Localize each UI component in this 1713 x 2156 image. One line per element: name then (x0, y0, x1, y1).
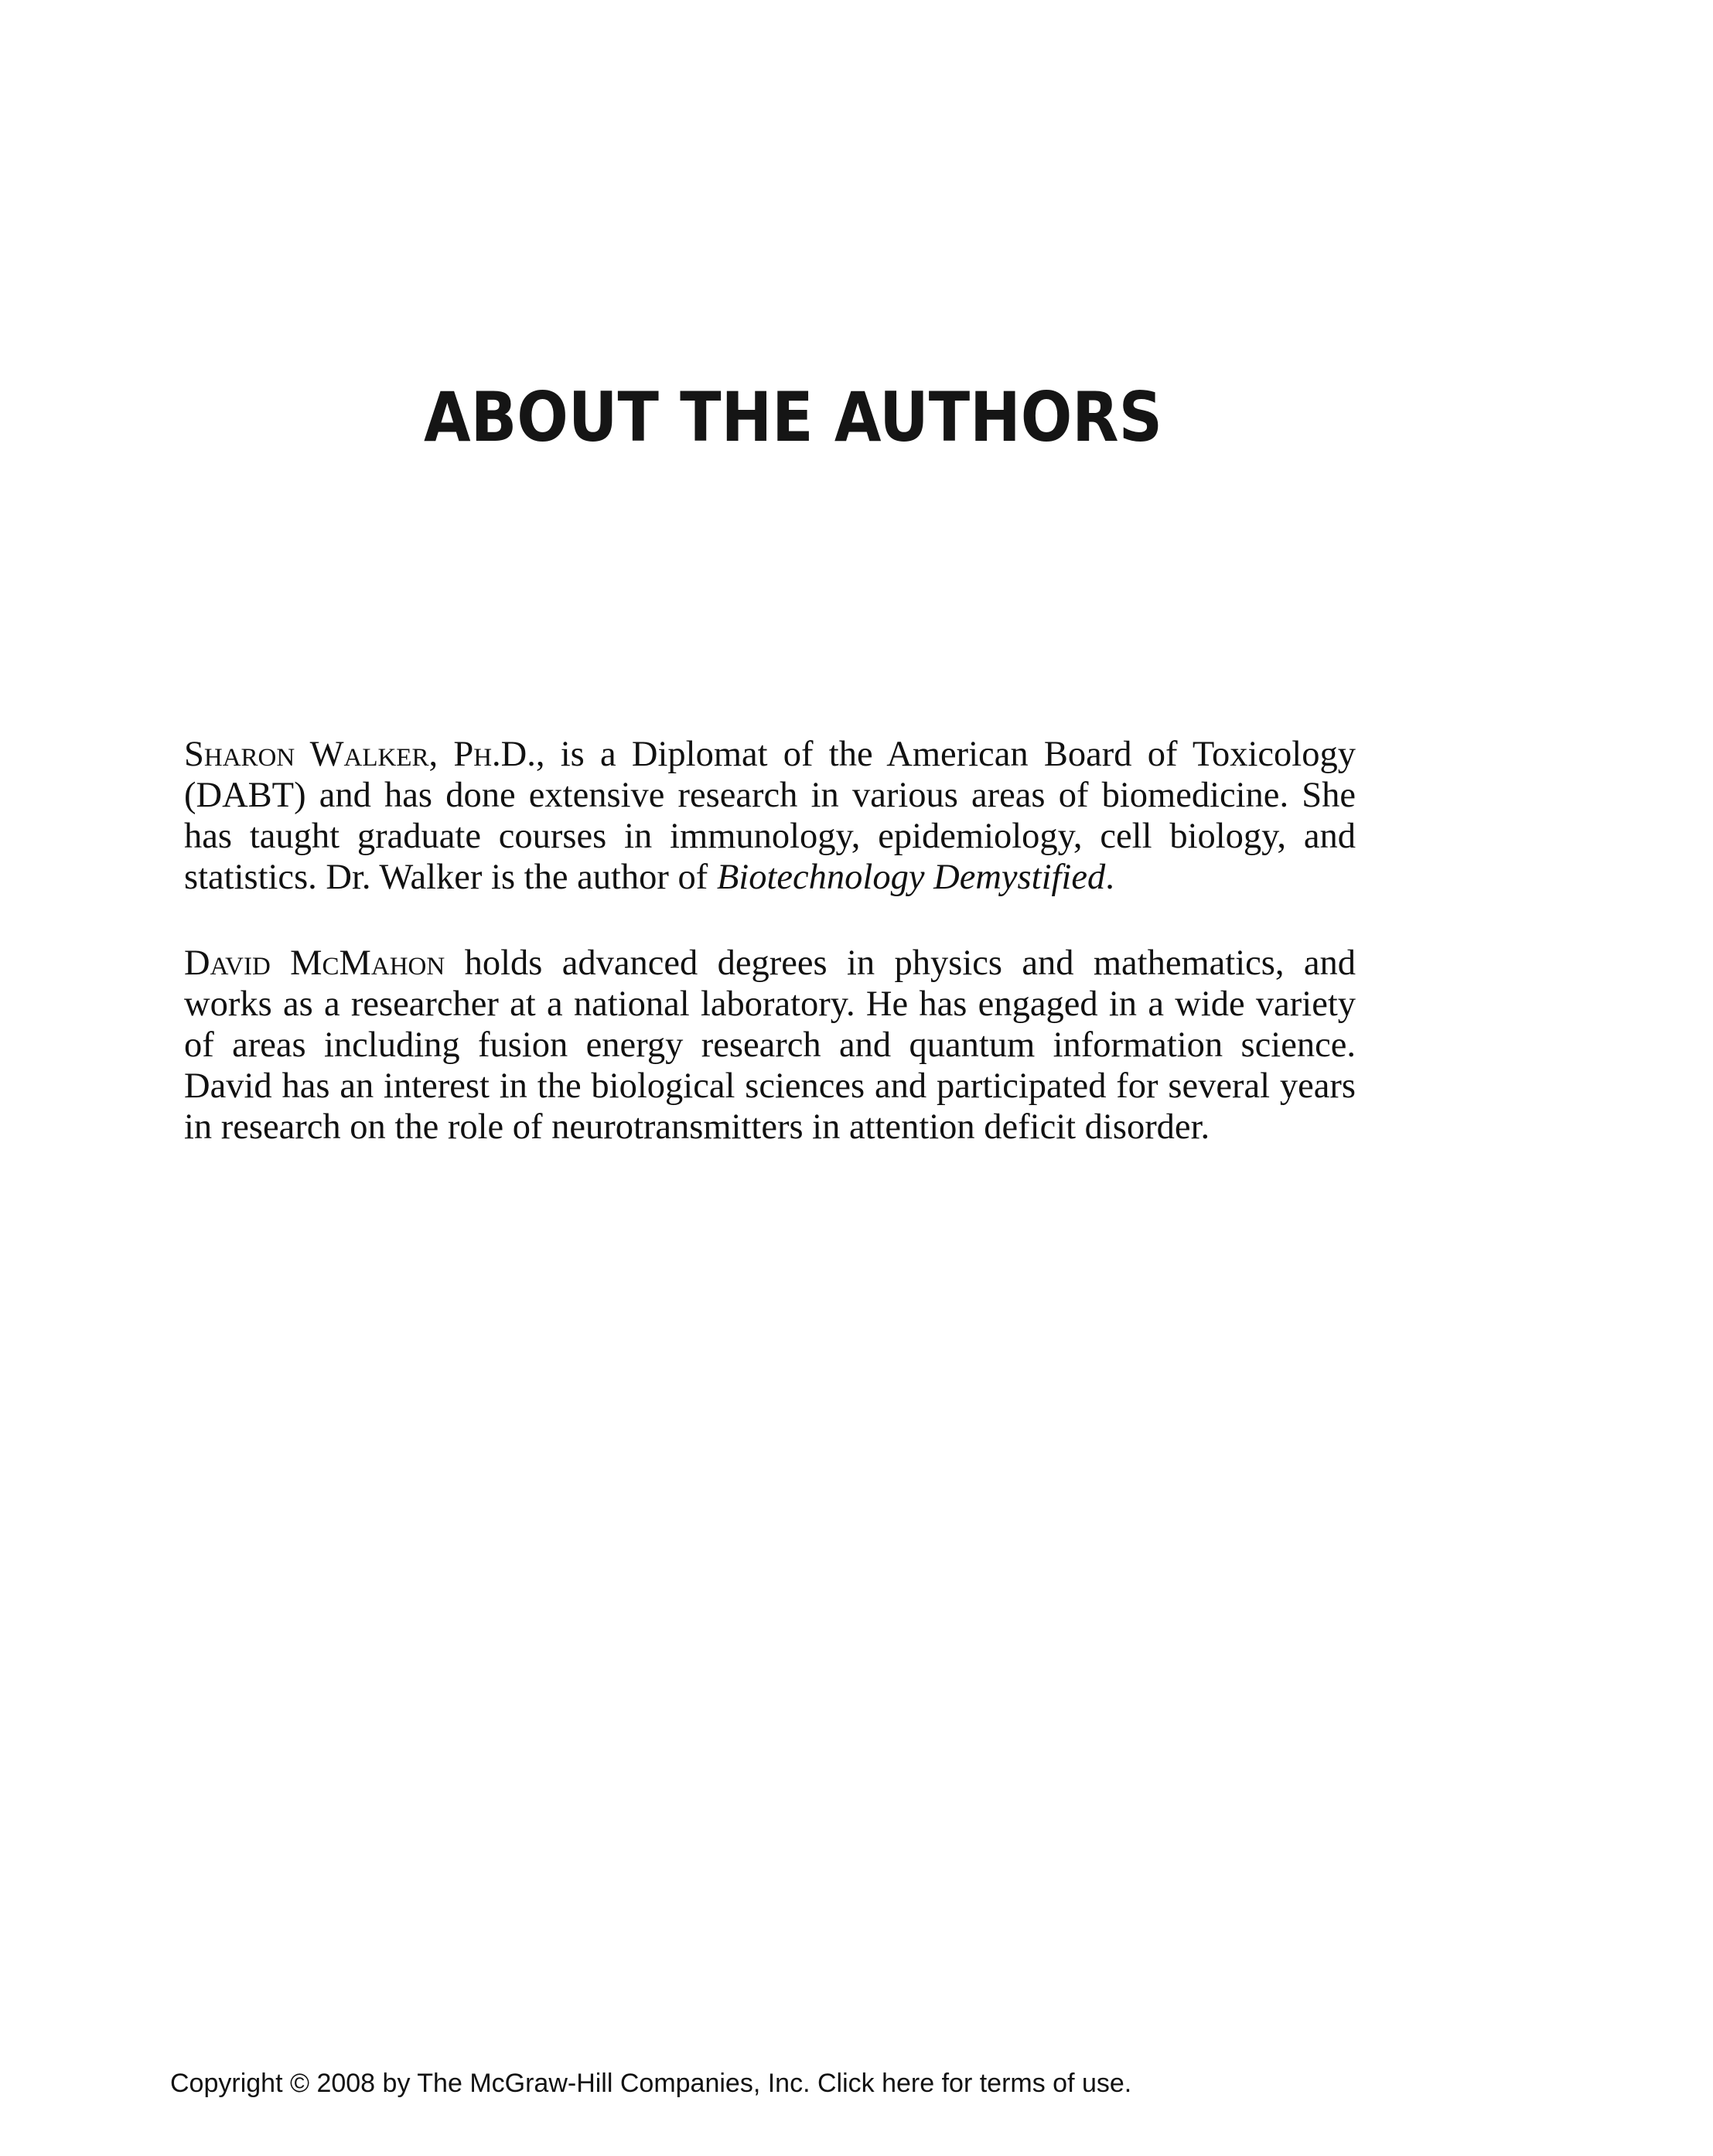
author-bio-sharon-walker: Sharon Walker, Ph.D., is a Diplomat of the American Board of Toxicology (DABT) and has done extensive research in various areas of biomedicine. She has taught graduate courses in immunology, epidemiology, cell biology, and statistics. Dr. Walker is the author of Biotechnology Demystified. (184, 735, 1356, 897)
copyright-text: Copyright © 2008 by The McGraw-Hill Companies, Inc. (170, 2069, 810, 2098)
author-credential: Ph.D. (453, 735, 536, 774)
author-bio-david-mcmahon (184, 943, 1356, 1148)
author-bio-end: . (1105, 858, 1114, 897)
author-name: David McMahon (184, 943, 445, 983)
page-title: ABOUT THE AUTHORS (424, 377, 1162, 457)
author-bio-text: , is a Diplomat of the American Board of Toxicology (DABT) and has done extensive research in various areas of biomedicine. She has taught graduate courses in immunology, epidemiology, cell biology, and statistics. Dr. Walker is the author of (184, 735, 1356, 897)
book-title: Biotechnology Demystified (716, 858, 1106, 897)
terms-of-use-link[interactable]: Click here for terms of use. (817, 2069, 1132, 2098)
author-bio-text: holds advanced degrees in physics and mathematics, and works as a researcher at a national laboratory. He has engaged in a wide variety of areas including fusion energy research and quantum information science. David has an interest in the biological sciences and participated for several years in research on the role of neurotransmitters in attention deficit disorder. (184, 943, 1356, 1147)
copyright-footer (170, 2069, 1131, 2099)
author-name: Sharon Walker (184, 735, 429, 774)
